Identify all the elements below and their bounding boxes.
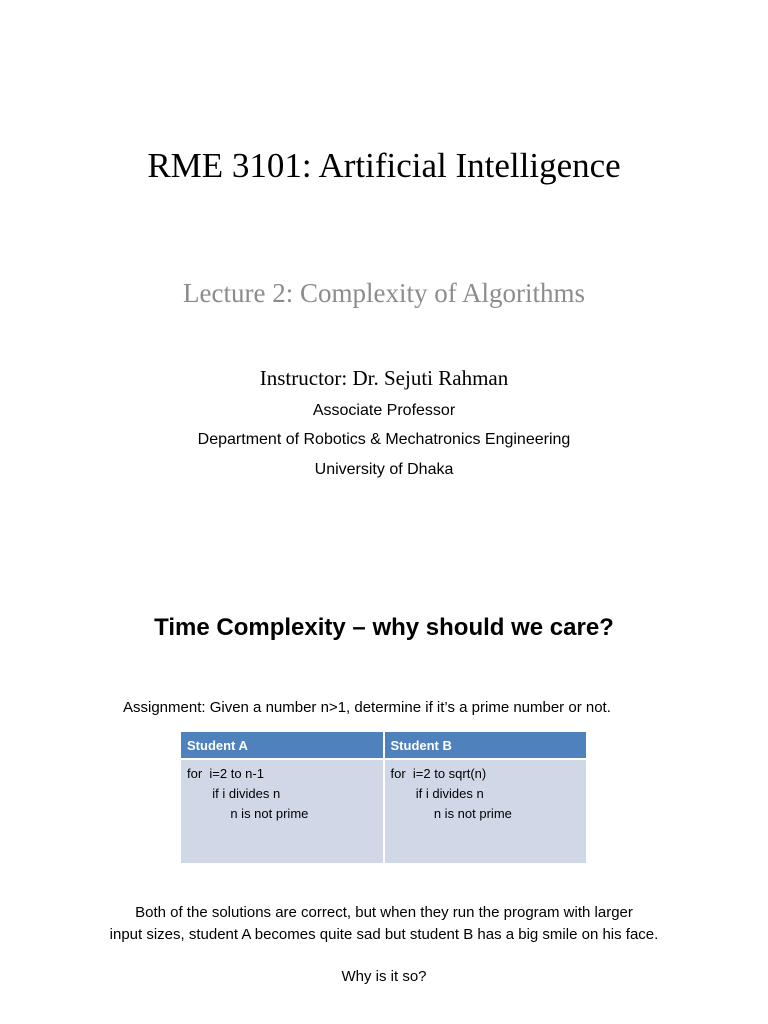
- question-text: Why is it so?: [341, 968, 427, 985]
- instructor-university: University of Dhaka: [314, 461, 454, 478]
- student-a-header: Student A: [181, 732, 384, 759]
- conclusion-line: Both of the solutions are correct, but when they run the program with larger: [135, 904, 633, 921]
- code-line: for i=2 to sqrt(n): [390, 766, 487, 781]
- code-line: n is not prime: [187, 806, 309, 821]
- assignment-text: Assignment: Given a number n>1, determine if it’s a prime number or not.: [123, 699, 611, 716]
- conclusion-text: [0, 902, 768, 946]
- conclusion-line: input sizes, student A becomes quite sad but student B has a big smile on his face.: [109, 926, 659, 943]
- student-b-code: [384, 759, 587, 863]
- code-line: if i divides n: [390, 786, 484, 801]
- table-row: [181, 759, 586, 863]
- lecture-subtitle: Lecture 2: Complexity of Algorithms: [183, 278, 585, 308]
- student-a-code: [181, 759, 384, 863]
- code-line: for i=2 to n-1: [187, 766, 264, 781]
- code-line: if i divides n: [187, 786, 281, 801]
- instructor-department: Department of Robotics & Mechatronics Engineering: [197, 431, 571, 448]
- lecture-course-title: RME 3101: Artificial Intelligence: [147, 146, 621, 185]
- table-header-row: [181, 732, 586, 759]
- solutions-table: [181, 732, 586, 863]
- code-line: n is not prime: [390, 806, 512, 821]
- instructor-name: Instructor: Dr. Sejuti Rahman: [259, 366, 509, 390]
- student-b-header: Student B: [384, 732, 587, 759]
- instructor-position: Associate Professor: [312, 402, 456, 419]
- slide-heading: Time Complexity – why should we care?: [154, 614, 614, 641]
